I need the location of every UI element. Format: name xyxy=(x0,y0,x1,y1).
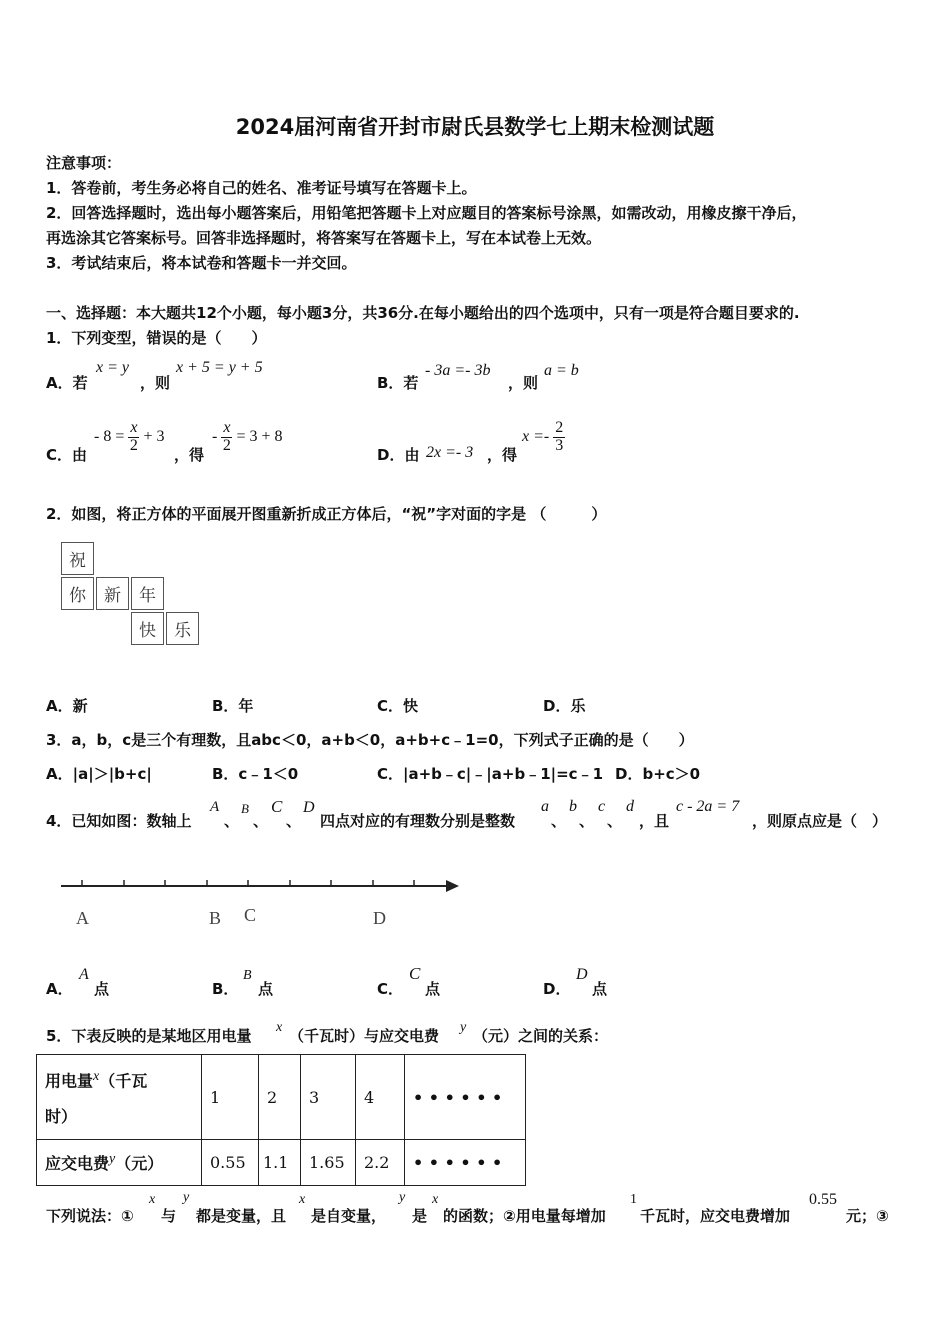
net-cell-zhu: 祝 xyxy=(61,542,94,575)
q1-a-math1: x = y xyxy=(96,359,129,376)
table-cell: • • • • • • xyxy=(405,1140,526,1186)
q5-stmt-x2: x xyxy=(299,1192,306,1207)
q4-stem-d: ，则原点应是（ ） xyxy=(752,812,888,830)
table-header-usage: 用电量x（千瓦 时） xyxy=(37,1055,202,1140)
q5-stmt-y: y xyxy=(183,1190,190,1205)
q4-sep: 、 xyxy=(253,812,269,830)
q4-letter-b: B xyxy=(241,801,249,816)
q4-option-d-prefix: D． xyxy=(543,980,571,998)
q4-sep: 、 xyxy=(551,812,567,830)
q5-statement-h: 元；③ xyxy=(846,1207,889,1225)
q2-option-b: B．年 xyxy=(212,697,254,715)
axis-label-d: D xyxy=(373,908,386,928)
net-cell-ni: 你 xyxy=(61,577,94,610)
q5-stmt-x3: x xyxy=(432,1192,439,1207)
q1-d-mid: ，得 xyxy=(487,446,518,464)
q4-option-b-suffix: 点 xyxy=(258,980,274,998)
q4-sep: 、 xyxy=(607,812,623,830)
q1-b-math1: - 3a =- 3b xyxy=(425,362,491,379)
table-cell: • • • • • • xyxy=(405,1055,526,1140)
table-cell: 0.55 xyxy=(202,1140,259,1186)
q4-option-c-prefix: C． xyxy=(377,980,404,998)
notice-item-1: 1．答卷前，考生务必将自己的姓名、准考证号填写在答题卡上。 xyxy=(46,179,477,197)
q4-sep: 、 xyxy=(579,812,595,830)
axis-label-b: B xyxy=(209,908,222,928)
q4-option-a-suffix: 点 xyxy=(94,980,110,998)
q1-option-a-label: A．若 xyxy=(46,374,88,392)
q4-stem-a: 4．已知如图：数轴上 xyxy=(46,812,192,830)
q5-statement-f: 的函数；②用电量每增加 xyxy=(443,1207,606,1225)
q4-option-a-prefix: A． xyxy=(46,980,73,998)
q4-letter-c: C xyxy=(271,797,283,816)
q4-option-b-prefix: B． xyxy=(212,980,239,998)
q4-option-c-letter: C xyxy=(409,964,421,983)
q5-stmt-x: x xyxy=(149,1192,156,1207)
q3-stem: 3．a，b，c是三个有理数，且abc＜0，a+b＜0，a+b+c﹣1=0，下列式子正确的是（ ） xyxy=(46,731,694,749)
q5-statement-e: 是 xyxy=(412,1207,428,1225)
q1-b-mid: ，则 xyxy=(508,374,539,392)
notice-heading: 注意事项： xyxy=(46,154,122,172)
q4-letter-d: D xyxy=(303,799,315,816)
q4-var-a: a xyxy=(541,798,549,815)
q1-a-mid: ，则 xyxy=(140,374,171,392)
q2-stem: 2．如图，将正方体的平面展开图重新折成正方体后，“祝”字对面的字是 （ ） xyxy=(46,505,607,523)
q5-statement-a: 下列说法：① xyxy=(46,1207,134,1225)
axis-label-a: A xyxy=(76,908,89,928)
q3-option-b: B．c﹣1＜0 xyxy=(212,765,299,783)
q4-option-a-letter: A xyxy=(79,966,89,983)
net-cell-kuai: 快 xyxy=(131,612,164,645)
axis-label-c: C xyxy=(244,905,257,925)
number-line xyxy=(56,874,466,898)
q5-statement-c: 都是变量，且 xyxy=(196,1207,287,1225)
q4-var-b: b xyxy=(569,798,577,815)
notice-item-2: 2．回答选择题时，选出每小题答案后，用铅笔把答题卡上对应题目的答案标号涂黑，如需改动，用橡皮擦干净后， xyxy=(46,204,807,222)
net-cell-xin: 新 xyxy=(96,577,129,610)
notice-item-3: 3．考试结束后，将本试卷和答题卡一并交回。 xyxy=(46,254,357,272)
q5-var-x: x xyxy=(276,1020,283,1035)
table-cell: 3 xyxy=(301,1055,356,1140)
page-title: 2024届河南省开封市尉氏县数学七上期末检测试题 xyxy=(235,115,715,139)
section-heading: 一、选择题：本大题共12个小题，每小题3分，共36分.在每小题给出的四个选项中，只有一项是符合题目要求的. xyxy=(46,304,800,322)
net-cell-nian: 年 xyxy=(131,577,164,610)
q3-option-c: C．|a+b﹣c|﹣|a+b﹣1|=c﹣1 xyxy=(377,765,604,783)
q1-c-mid: ，得 xyxy=(174,446,205,464)
q4-sep: 、 xyxy=(286,812,302,830)
notice-item-2-cont: 再选涂其它答案标号。回答非选择题时，将答案写在答题卡上，写在本试卷上无效。 xyxy=(46,229,602,247)
q5-statement-g: 千瓦时，应交电费增加 xyxy=(640,1207,791,1225)
q1-c-math2: - $\frac{x}{2}$ = 3 + 8 xyxy=(212,419,283,454)
q1-d-math2: x =- $\frac{2}{3}$ xyxy=(522,419,564,454)
net-cell-le: 乐 xyxy=(166,612,199,645)
q5-stem-b: （千瓦时）与应交电费 xyxy=(289,1027,440,1045)
q3-option-d: D．b+c＞0 xyxy=(615,765,701,783)
table-cell: 2 xyxy=(259,1055,301,1140)
q5-stem-c: （元）之间的关系： xyxy=(473,1027,609,1045)
q5-num-055: 0.55 xyxy=(809,1191,837,1208)
table-row xyxy=(37,1140,526,1186)
table-cell: 1.1 xyxy=(259,1140,301,1186)
q1-stem: 1．下列变型，错误的是（ ） xyxy=(46,329,267,347)
q5-stmt-y2: y xyxy=(399,1190,406,1205)
table-cell: 1.65 xyxy=(301,1140,356,1186)
q4-option-c-suffix: 点 xyxy=(425,980,441,998)
electricity-table xyxy=(36,1054,526,1186)
q5-num-1: 1 xyxy=(630,1192,637,1207)
q4-option-d-letter: D xyxy=(576,966,588,983)
q1-c-math: - 8 = $\frac{x}{2}$ + 3 xyxy=(94,419,165,454)
q5-statement-d: 是自变量， xyxy=(311,1207,387,1225)
q1-d-math1: 2x =- 3 xyxy=(426,444,474,461)
q1-option-c-label: C．由 xyxy=(46,446,88,464)
q5-stem-a: 5．下表反映的是某地区用电量 xyxy=(46,1027,252,1045)
q3-option-a: A．|a|＞|b+c| xyxy=(46,765,152,783)
q4-var-d: d xyxy=(626,798,634,815)
q4-option-d-suffix: 点 xyxy=(592,980,608,998)
table-cell: 2.2 xyxy=(356,1140,405,1186)
q1-option-b-label: B．若 xyxy=(377,374,419,392)
q1-option-d-label: D．由 xyxy=(377,446,420,464)
table-header-fee: 应交电费y（元） xyxy=(37,1140,202,1186)
q2-option-a: A．新 xyxy=(46,697,88,715)
q5-var-y: y xyxy=(460,1020,467,1035)
table-cell: 4 xyxy=(356,1055,405,1140)
q4-option-b-letter: B xyxy=(243,968,252,983)
q4-stem-c: ，且 xyxy=(639,812,670,830)
q4-var-c: c xyxy=(598,798,606,815)
q4-stem-b: 四点对应的有理数分别是整数 xyxy=(320,812,516,830)
q2-option-c: C．快 xyxy=(377,697,419,715)
q4-sep: 、 xyxy=(224,812,240,830)
q5-statement-b: 与 xyxy=(161,1207,177,1225)
q1-a-math2: x + 5 = y + 5 xyxy=(176,359,263,376)
q2-option-d: D．乐 xyxy=(543,697,586,715)
q1-b-math2: a = b xyxy=(544,362,579,379)
table-row xyxy=(37,1055,526,1140)
table-cell: 1 xyxy=(202,1055,259,1140)
q4-condition: c - 2a = 7 xyxy=(676,798,740,815)
q4-letter-a: A xyxy=(210,799,220,815)
